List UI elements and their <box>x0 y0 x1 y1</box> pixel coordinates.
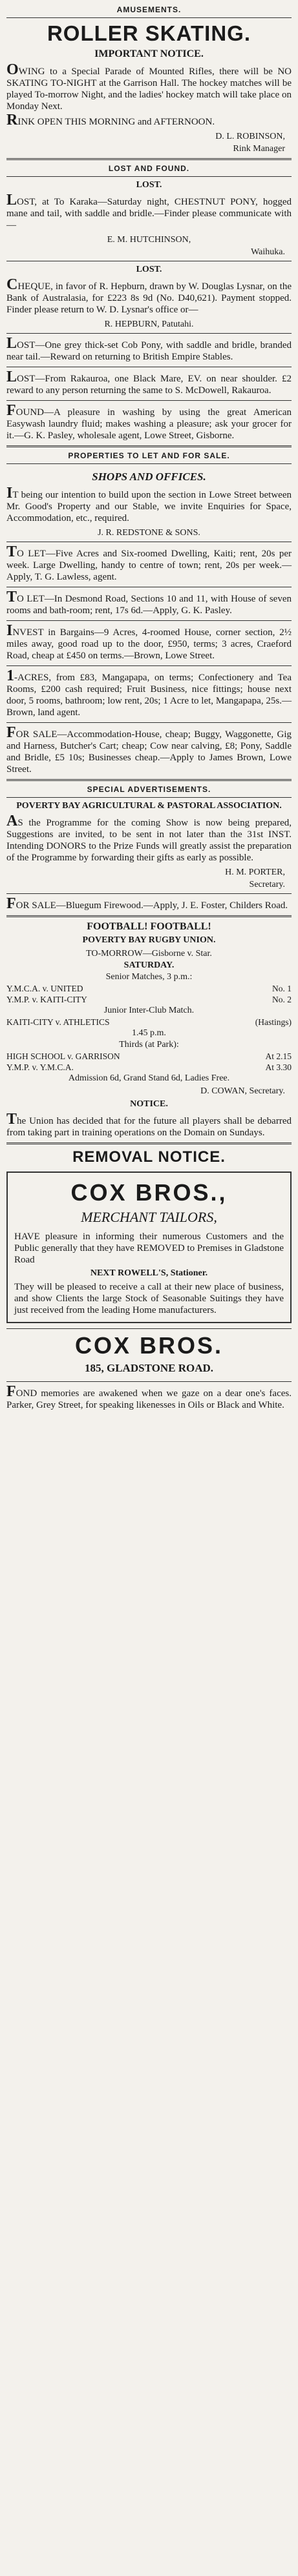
lost-cob-pony-ad <box>6 335 292 363</box>
lost-black-mare-text: LOST—From Rakauroa, one Black Mare, EV. on near shoulder. £2 reward to any person returning the same to S. McDowell, Rakauroa. <box>6 369 292 396</box>
merchant-tailors-title: MERCHANT TAILORS, <box>81 1209 217 1225</box>
kickoff-time: 1.45 p.m. <box>132 1028 166 1038</box>
divider <box>6 797 292 798</box>
match-row <box>6 983 292 994</box>
firewood-text: FOR SALE—Bluegum Firewood.—Apply, J. E. Foster, Childers Road. <box>6 895 288 912</box>
match-ground: (Hastings) <box>255 1017 292 1027</box>
fond-memories-text: FOND memories are awakened when we gaze on a dear one's faces. Parker, Grey Street, for speaking likenesses in Oils or Black and White. <box>6 1383 292 1410</box>
divider <box>6 463 292 464</box>
lost-pony-text: LOST, at To Karaka—Saturday night, CHESTNUT PONY, hogged mane and tail, with saddle and bridle.—Finder please communicate with— <box>6 192 292 230</box>
union-notice-text: The Union has decided that for the future all players shall be debarred from taking part in training operations on the Domain on Sundays. <box>6 1111 292 1138</box>
match-fixture: HIGH SCHOOL v. GARRISON <box>6 1051 120 1061</box>
rink-open-text: RINK OPEN THIS MORNING and AFTERNOON. <box>6 112 215 128</box>
divider <box>6 1328 292 1329</box>
association-ad <box>6 815 292 864</box>
roller-skating-title: ROLLER SKATING. <box>47 21 251 45</box>
to-let-desmond-ad <box>6 591 292 616</box>
association-text: AS the Programme for the coming Show is now being prepared, Suggestions are invited, to be sent in not later than the 31st INST. Intending DONORS to the Prize Funds will greatly assist the preparation of the Programme by forwarding their gifts as early as possible. <box>6 813 292 863</box>
to-let-kaiti-ad <box>6 543 292 583</box>
football-heading: FOOTBALL! FOOTBALL! <box>87 921 211 932</box>
junior-match-label: Junior Inter-Club Match. <box>103 1006 195 1015</box>
to-let-kaiti-text: TO LET—Five Acres and Six-roomed Dwelling, Kaiti; rent, 20s per week. Large Dwelling, handy to centre of town; rent, 20s per week.—Apply, T. G. Lawless, agent. <box>6 543 292 582</box>
waihuka-text: Waihuka. <box>251 247 285 257</box>
important-notice-title: IMPORTANT NOTICE. <box>94 48 204 59</box>
removal-notice-heading: REMOVAL NOTICE. <box>72 1148 226 1166</box>
match-ground: At 3.30 <box>265 1062 292 1072</box>
firewood-ad <box>6 895 292 912</box>
divider <box>6 722 292 723</box>
divider <box>6 893 292 894</box>
divider <box>6 779 292 781</box>
match-fixture: KAITI-CITY v. ATHLETICS <box>6 1017 110 1027</box>
section-heading-amusements: AMUSEMENTS. <box>116 5 182 14</box>
fond-memories-ad <box>6 1383 292 1411</box>
divider <box>6 665 292 666</box>
match-ground: No. 2 <box>272 995 292 1004</box>
lost-label: LOST. <box>136 265 162 274</box>
to-let-desmond-text: TO LET—In Desmond Road, Sections 10 and 11, with House of seven rooms and bath-room; rent, 17s 6d.—Apply, G. K. Pasley. <box>6 589 292 616</box>
section-heading-special: SPECIAL ADVERTISEMENTS. <box>87 785 211 794</box>
invest-bargains-text: INVEST in Bargains—9 Acres, 4-roomed House, corner section, 2½ miles away, good road up to the door, £950, terms; 3 acres, Craeford Road, cheap at £450 on terms.—Brown, Lowe Street. <box>6 622 292 661</box>
thirds-label: Thirds (at Park): <box>119 1040 179 1050</box>
match-row <box>6 1051 292 1062</box>
lost-cheque-ad <box>6 276 292 316</box>
match-row <box>6 994 292 1005</box>
cox-bros-removal-ad <box>6 1171 292 1323</box>
section-heading-properties: PROPERTIES TO LET AND FOR SALE. <box>68 451 230 460</box>
divider <box>6 158 292 160</box>
divider <box>6 1381 292 1382</box>
divider <box>6 620 292 621</box>
divider <box>6 333 292 334</box>
lost-cheque-text: CHEQUE, in favor of R. Hepburn, drawn by W. Douglas Lysnar, on the Bank of Australasia, for £223 8s 9d (No. D40,621). Payment stopped. Finder please return to W. D. Lysnar's office or— <box>6 276 292 315</box>
association-title: POVERTY BAY AGRICULTURAL & PASTORAL ASSOCIATION. <box>16 801 282 811</box>
invest-bargains-ad <box>6 622 292 662</box>
removal-body-text: HAVE pleasure in informing their numerous Customers and the Public generally that they have REMOVED to Premises in Gladstone Road <box>14 1232 284 1265</box>
divider <box>6 176 292 177</box>
divider <box>6 915 292 917</box>
match-row <box>6 1062 292 1073</box>
found-easywash-text: FOUND—A pleasure in washing by using the great American Easywash laundry fluid; makes washing a pleasure; ask your grocer for it.—G. K. Pasley, wholesale agent, Lowe Street, Gisborne. <box>6 402 292 441</box>
divider <box>6 400 292 401</box>
lost-pony-ad <box>6 194 292 231</box>
acres-mangapapa-ad <box>6 667 292 718</box>
cox-bros-title: COX BROS., <box>70 1179 228 1206</box>
match-ground: No. 1 <box>272 984 292 993</box>
divider <box>6 17 292 18</box>
roller-skating-ad <box>6 61 292 128</box>
saturday-label: SATURDAY. <box>123 960 175 970</box>
lost-black-mare-ad <box>6 371 292 396</box>
newspaper-page <box>6 0 292 1411</box>
cox-bros-title-2: COX BROS. <box>74 1332 224 1359</box>
match-fixture: Y.M.P. v. Y.M.C.A. <box>6 1062 74 1072</box>
cowan-signature: D. COWAN, Secretary. <box>200 1086 285 1096</box>
match-row <box>6 1017 292 1028</box>
found-easywash-ad <box>6 402 292 441</box>
lost-cob-pony-text: LOST—One grey thick-set Cob Pony, with saddle and bridle, branded near tail.—Reward on returning to British Empire Stables. <box>6 335 292 362</box>
tomorrow-line: TO-MORROW—Gisborne v. Star. <box>86 949 212 958</box>
divider <box>6 445 292 447</box>
roller-skating-body: OWING to a Special Parade of Mounted Rifles, there will be NO SKATING TO-NIGHT at the Garrison Hall. The hockey matches will be played To-morrow Night, and the ladies' hockey match will take place on Monday Next. <box>6 61 292 112</box>
porter-signature: H. M. PORTER, <box>225 867 285 877</box>
for-sale-accommodation-text: FOR SALE—Accommodation-House, cheap; Buggy, Waggonette, Gig and Harness, Butcher's Cart; cheap; Cow near calving, £8; Pony, Saddle and Bridle, £5 10s; Businesses cheap.—Apply to James Brown, Lowe Street. <box>6 724 292 775</box>
hepburn-signature: R. HEPBURN, Patutahi. <box>104 319 194 329</box>
rugby-union-title: POVERTY BAY RUGBY UNION. <box>82 935 216 945</box>
shops-offices-text: IT being our intention to build upon the section in Lowe Street between Mr. Good's Property and our Stable, we invite Enquiries for Space, Accommodation, etc., required. <box>6 485 292 523</box>
divider <box>6 1142 292 1144</box>
senior-matches-label: Senior Matches, 3 p.m.: <box>105 972 193 982</box>
removal-body2-text: They will be pleased to receive a call at their new place of business, and show Clients the large Stock of Seasonable Suitings they have just received from the leading Home manufacturers. <box>14 1282 284 1315</box>
shops-offices-ad <box>6 487 292 524</box>
cox-bros-address: 185, GLADSTONE ROAD. <box>85 1362 213 1374</box>
union-notice-ad <box>6 1113 292 1139</box>
rink-manager-title: Rink Manager <box>233 144 285 154</box>
match-ground: At 2.15 <box>265 1051 292 1061</box>
shops-offices-heading: SHOPS AND OFFICES. <box>92 471 206 483</box>
notice-title: NOTICE. <box>130 1099 168 1109</box>
redstone-signature: J. R. REDSTONE & SONS. <box>98 528 200 538</box>
admission-text: Admission 6d, Grand Stand 6d, Ladies Free. <box>68 1073 230 1083</box>
hutchinson-signature: E. M. HUTCHINSON, <box>107 235 191 245</box>
section-heading-lost-found: LOST AND FOUND. <box>108 164 190 173</box>
robinson-signature: D. L. ROBINSON, <box>215 132 285 141</box>
for-sale-accommodation-ad <box>6 724 292 775</box>
match-fixture: Y.M.C.A. v. UNITED <box>6 984 83 993</box>
secretary-title: Secretary. <box>249 880 285 889</box>
match-fixture: Y.M.P. v. KAITI-CITY <box>6 995 87 1004</box>
next-rowells-text: NEXT ROWELL'S, Stationer. <box>90 1268 208 1278</box>
acres-mangapapa-text: 1-ACRES, from £83, Mangapapa, on terms; Confectionery and Tea Rooms, £200 cash required; Fruit Business, nice fittings; house next door, 5 rooms, bathroom; low rent, 20s; 1 Acre to let, Mangapapa, 25s.—Brown, land agent. <box>6 667 292 718</box>
lost-label: LOST. <box>136 180 162 190</box>
